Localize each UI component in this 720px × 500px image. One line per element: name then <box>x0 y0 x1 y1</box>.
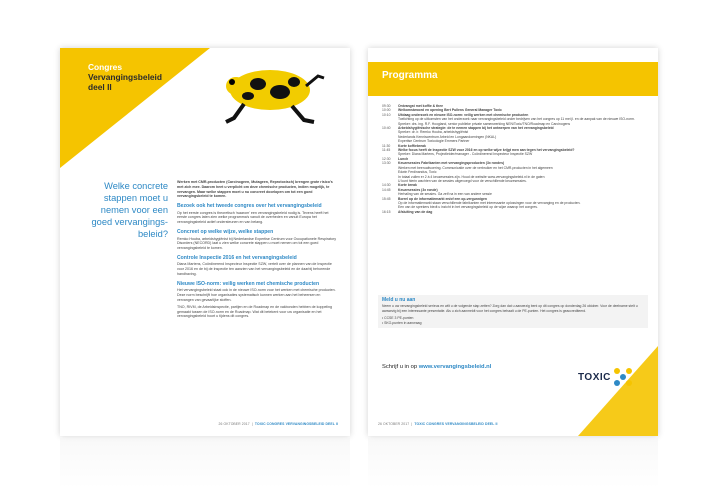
schedule-time: 11:30 <box>382 143 391 148</box>
register-title: Meld u nu aan <box>382 297 416 303</box>
schedule-time: 14:45 <box>382 187 391 192</box>
schedule-time: 10:10 <box>382 112 391 117</box>
schedule-item: Keuzesessies (3x ronde) <box>398 187 438 192</box>
section-text: TNO, RIVM, de Arbeidsinspectie, partijen en de Roadmap en de vakbonden hebben de koppeling gemaakt tussen de ISO-norm en de Roadmap. Wat dit betekent voor uw organisatie en het vervangingsbeleid hoort u tijdens dit congres. <box>177 304 333 319</box>
title-line-3: deel II <box>88 82 112 92</box>
left-footer: 26 OKTOBER 2017 | TOXIC CONGRES VERVANGINGSBELEID DEEL II <box>218 422 338 426</box>
schedule-item: Edwin Ferdinandus, Toxic <box>398 170 437 175</box>
schedule-item: Uitdaag onderzoek en nieuwe ISO-norm: veilig werken met chemische producten <box>398 112 529 117</box>
schedule-item: Toelichting op de uitkomsten van het onderzoek naar vervangingsbeleid onder bedrijven van het congres op 11 mei jl. en de aanpak van de nieuwe ISO-norm. <box>398 117 635 122</box>
schedule-time: 15:45 <box>382 196 391 201</box>
schedule-item: Spreker: drs. ing. R.F. Hoogland, senior publieke private samenwerking NEN/Toxic/TNO/Roadmap en Carcinogens <box>398 121 571 126</box>
accreditation-list <box>382 316 644 325</box>
schedule-item: Afsluiting van de dag <box>398 209 433 214</box>
section-heading: Bezoek ook het tweede congres over het vervangingsbeleid <box>177 203 322 210</box>
footer-brand: TOXIC CONGRES VERVANGINGSBELEID DEEL II <box>414 422 498 426</box>
schedule-item: Welke focus heeft de Inspectie SZW voor 2016 en op welke wijze krijgt men aan tegen het vervangingsbeleid? <box>398 148 575 153</box>
page-title <box>88 62 218 92</box>
yellow-corner <box>578 346 658 436</box>
side-question: Welke concrete stappen moet u nemen voor een goed vervangings-beleid? <box>91 181 168 239</box>
left-reflection <box>60 438 350 488</box>
register-box <box>378 295 648 328</box>
right-reflection <box>368 438 658 488</box>
schedule-time: 16:15 <box>382 209 391 214</box>
schedule-item: Korte koffiebreak <box>398 143 426 148</box>
register-line <box>382 364 491 370</box>
section-heading: Controle Inspectie 2016 en het vervangingsbeleid <box>177 254 297 261</box>
footer-date: 26 OKTOBER 2017 <box>378 422 410 426</box>
schedule-row <box>382 210 644 214</box>
schedule-item: Keuzesessies Fabrikanten met vervangingsproducten (3x rondes) <box>398 161 505 166</box>
schedule-item: Expertise Centrum Toxicologie Emmers Partner <box>398 139 470 144</box>
list-item: • SKO-punten in aanvraag <box>382 320 422 325</box>
register-label: Schrijf u in op <box>382 364 418 370</box>
schedule-item: Spreker: dr. ir. Remko Houba, arbeidshygiënist <box>398 130 469 135</box>
schedule-time: 12:30 <box>382 156 391 161</box>
register-text: Neem u uw vervangingsbeleid serieus en wilt u de volgende stap zetten? Zorg dan dat u aanwezig bent op dit congres op donderdag 26 oktober. Voor de deelname stelt u aanwezig bij een interessante presentatie. Als u zich aanmeldt voor het congres behaalt u de PE-punten. Het congres is geaccrediteerd. <box>382 304 638 313</box>
schedule <box>382 104 644 214</box>
schedule-item: Een van de sprekers biedt u inzicht in het vervangingsbeleid op de wijze waarop het congres. <box>398 205 538 210</box>
left-page <box>60 48 350 436</box>
right-footer: 26 OKTOBER 2017 | TOXIC CONGRES VERVANGINGSBELEID DEEL II <box>378 422 498 426</box>
toxic-logo <box>578 366 634 388</box>
section-text: Op het eerste congres is theoretisch 'waarom' een vervangingsbeleid nodig is. Tevens heeft het eerste congres laten zien welke programma's vanuit de overheden en vanuit Europa het vervangingsbeleid actief ondersteunen en van belang. <box>177 210 329 225</box>
schedule-item: Ontvangst met koffie & thee <box>398 104 444 108</box>
schedule-item: Borrel op de informatiemarkt en/of een op-vergunnigen <box>398 196 487 201</box>
schedule-time: 14:30 <box>382 183 391 188</box>
frog-image <box>208 56 328 128</box>
footer-brand: TOXIC CONGRES VERVANGINGSBELEID DEEL II <box>254 422 338 426</box>
intro-text: Werken met CMR-producten (Carcinogeen, Mutageen, Reprotoxisch) brengen grote risico's met zich mee. Daarom heet u verplicht om deze chemische producten, indien mogelijk, te vervangen. Maar welke stappen moet u nu concreet doorlopen om tot een goed vervangingsbeleid te komen. <box>177 180 333 199</box>
schedule-item: Herhaling van de sessies. Ga zelf na in een van andere sessie <box>398 192 492 197</box>
left-body <box>177 180 337 321</box>
footer-date: 26 OKTOBER 2017 <box>218 422 250 426</box>
schedule-item: U kunt hierin wachten van de sessies uitgevoegd voor de verschillende keuzesessies. <box>398 178 527 183</box>
schedule-item: Arbeidshygiënische strategie: de te nemen stappen bij het ontwerpen van het vervangingsbeleid <box>398 126 554 131</box>
schedule-time: 10:40 <box>382 126 391 131</box>
schedule-time: 11:45 <box>382 148 391 153</box>
section-heading: Nieuwe ISO-norm: veilig werken met chemische producten <box>177 280 320 287</box>
program-title: Programma <box>382 70 438 81</box>
logo-x-icon <box>612 366 634 388</box>
schedule-time: 09:30 <box>382 104 391 108</box>
schedule-item: Welkomstwoord en opening Bert Pullens General Manager Toxic <box>398 108 502 113</box>
schedule-time: 10:00 <box>382 108 391 113</box>
register-link[interactable]: www.vervangingsbeleid.nl <box>418 364 492 370</box>
schedule-item: Korte break <box>398 183 417 188</box>
schedule-item: Nederlands Kenniscentrum Arbeid en Longaandoeningen (NKAL) <box>398 134 497 139</box>
logo-word: TOXIC <box>578 371 611 383</box>
section-text: Remko Houba, arbeidshygiënist bij Nederlandse Expertise Centrum voor Occupationele Respiratory Disorders (NECORD) laat u zien welke concrete stappen u moet nemen om tot een goed vervangingsbeleid te komen. <box>177 236 337 251</box>
section-heading: Concreet op welke wijze, welke stappen <box>177 229 274 236</box>
title-line-2: Vervangingsbeleid <box>88 72 163 82</box>
schedule-item: Op de informatiemarkt staan verschillende fabrikanten met interessante oplossingen voor de vervanging en de producten. <box>398 200 581 205</box>
list-item: • CCSE 3 PE-punten <box>382 316 414 321</box>
schedule-item: In totaal zullen er 2 à 4 keuzesessies zijn. Houd de website www.vervangingsbeleid.nl in de gaten <box>398 174 545 179</box>
schedule-item: Lunch <box>398 156 409 161</box>
schedule-item: Werken met beeruaitvoering. Communicatie over de verbruiker en het CMR-producten in het algemeen <box>398 165 553 170</box>
section-text: Het vervangingsbeleid staat ook in de nieuwe ISO-norm voor het werken met chemische producten. Deze norm beschrijft hoe organisaties systematisch kunnen werken aan het beheersen en vervangen van gevaarlijke stoffen. <box>177 288 336 302</box>
section-text: Diana Martens, Coördinerend Inspecteur Inspectie SZW, vertelt over de plannen van de Inspectie voor 2016 en de bij de Inspectie ten aanzien van het vervangingsbeleid en de daarbij behorende handhaving. <box>177 262 332 277</box>
right-page <box>368 48 658 436</box>
schedule-item: Spreker: Diana Martens, Projectleider/manager - Coördinerend Inspecteur Inspectie SZW <box>398 152 533 157</box>
schedule-time: 13:30 <box>382 161 391 166</box>
title-line-1: Congres <box>88 62 122 72</box>
